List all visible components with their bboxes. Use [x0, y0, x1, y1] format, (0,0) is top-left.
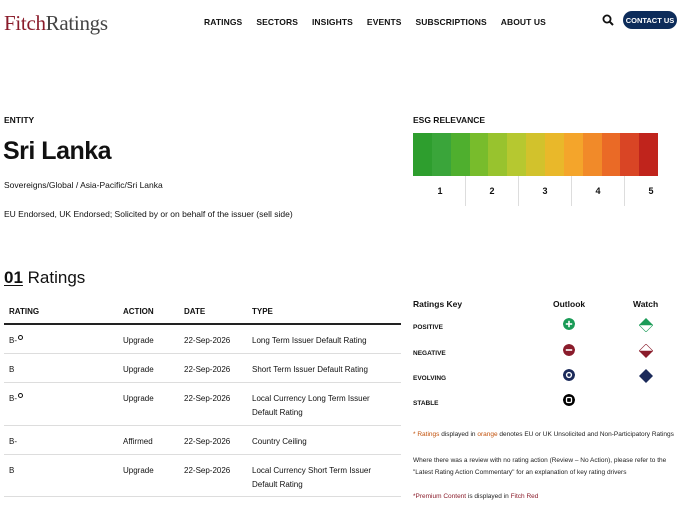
key-stable: STABLE — [413, 400, 439, 407]
rating-type: Long Term Issuer Default Rating — [252, 336, 367, 345]
rating-action: Upgrade — [123, 336, 154, 345]
outlook-header: Outlook — [553, 299, 586, 309]
rating-action: Affirmed — [123, 437, 153, 446]
esg-segment — [470, 133, 489, 176]
rating-action: Upgrade — [123, 466, 154, 475]
esg-divider — [465, 176, 466, 206]
esg-segment — [602, 133, 621, 176]
rating-value: B — [9, 466, 15, 475]
negative-watch-icon — [639, 344, 653, 358]
table-row[interactable] — [4, 383, 401, 426]
key-positive: POSITIVE — [413, 324, 443, 331]
esg-segment — [620, 133, 639, 176]
esg-label: ESG RELEVANCE — [413, 115, 486, 125]
esg-scale-3: 3 — [542, 186, 548, 196]
rating-value: B- — [9, 392, 23, 406]
rating-action: Upgrade — [123, 365, 154, 374]
esg-segment — [488, 133, 507, 176]
rating-date: 22-Sep-2026 — [184, 394, 231, 403]
site-header — [0, 0, 690, 44]
esg-color-bar — [413, 133, 677, 176]
nav-insights[interactable]: INSIGHTS — [311, 17, 353, 27]
premium-note: *Premium Content is displayed in Fitch Red — [413, 493, 539, 500]
rating-type: Short Term Issuer Default Rating — [252, 365, 368, 374]
col-type: TYPE — [252, 307, 273, 316]
contact-us-button[interactable]: CONTACT US — [623, 11, 677, 29]
table-row[interactable] — [4, 455, 401, 497]
evolving-watch-icon — [639, 369, 653, 383]
outlook-icon — [18, 335, 23, 340]
outlook-icon — [18, 393, 23, 398]
nav-events[interactable]: EVENTS — [366, 17, 402, 27]
table-row[interactable] — [4, 354, 401, 383]
esg-segment — [658, 133, 677, 176]
esg-scale-4: 4 — [595, 186, 601, 196]
orange-ratings-note: * Ratings displayed in orange denotes EU or UK Unsolicited and Non-Participatory Ratings — [413, 431, 674, 438]
esg-divider — [518, 176, 519, 206]
col-date: DATE — [184, 307, 206, 316]
nav-about-us[interactable]: ABOUT US — [500, 17, 546, 27]
table-header — [4, 301, 401, 325]
fitch-logo[interactable]: FitchRatings — [4, 11, 108, 35]
esg-segment — [545, 133, 564, 176]
section-title-text: Ratings — [27, 268, 86, 287]
stable-outlook-icon — [563, 394, 575, 406]
rating-type: Country Ceiling — [252, 437, 307, 446]
entity-path[interactable]: Sovereigns/Global / Asia-Pacific/Sri Lanka — [4, 180, 163, 190]
rating-date: 22-Sep-2026 — [184, 466, 231, 475]
esg-scale-5: 5 — [648, 186, 654, 196]
entity-label: ENTITY — [4, 115, 35, 125]
rating-action: Upgrade — [123, 394, 154, 403]
nav-subscriptions[interactable]: SUBSCRIPTIONS — [415, 17, 487, 27]
esg-segment — [639, 133, 658, 176]
evolving-outlook-icon — [563, 369, 575, 381]
entity-description: EU Endorsed, UK Endorsed; Solicited by or on behalf of the issuer (sell side) — [4, 209, 293, 219]
col-action: ACTION — [123, 307, 154, 316]
rating-value: B — [9, 365, 15, 374]
rating-date: 22-Sep-2026 — [184, 365, 231, 374]
review-note: Where there was a review with no rating action (Review – No Action), please refer to the "Latest Rating Action Commentary" for an explanation of key rating drivers — [413, 457, 667, 476]
nav-ratings[interactable]: RATINGS — [204, 17, 243, 27]
esg-segment — [413, 133, 432, 176]
main-nav — [204, 17, 560, 27]
positive-outlook-icon — [563, 318, 575, 330]
ratings-key-title: Ratings Key — [413, 299, 463, 309]
positive-watch-icon — [639, 318, 653, 332]
rating-date: 22-Sep-2026 — [184, 437, 231, 446]
key-evolving: EVOLVING — [413, 375, 447, 382]
entity-name: Sri Lanka — [3, 137, 112, 165]
esg-segment — [451, 133, 470, 176]
table-row[interactable] — [4, 426, 401, 455]
esg-divider — [624, 176, 625, 206]
negative-outlook-icon — [563, 344, 575, 356]
key-negative: NEGATIVE — [413, 350, 446, 357]
esg-segment — [583, 133, 602, 176]
esg-scale — [413, 176, 677, 206]
rating-date: 22-Sep-2026 — [184, 336, 231, 345]
esg-segment — [526, 133, 545, 176]
esg-segment — [432, 133, 451, 176]
section-number: 01 — [4, 268, 23, 287]
ratings-section-title — [4, 268, 85, 288]
rating-value: B- — [9, 334, 23, 348]
esg-segment — [507, 133, 526, 176]
table-row[interactable] — [4, 325, 401, 354]
esg-scale-1: 1 — [437, 186, 443, 196]
watch-header: Watch — [633, 299, 659, 309]
esg-scale-2: 2 — [489, 186, 495, 196]
esg-segment — [564, 133, 583, 176]
col-rating: RATING — [9, 307, 40, 316]
rating-type: Local Currency Long Term Issuer Default Rating — [252, 394, 370, 417]
ratings-table — [4, 301, 401, 497]
rating-type: Local Currency Short Term Issuer Default Rating — [252, 466, 372, 489]
esg-divider — [571, 176, 572, 206]
search-icon[interactable] — [602, 14, 614, 26]
rating-value: B- — [9, 437, 17, 446]
nav-sectors[interactable]: SECTORS — [256, 17, 298, 27]
